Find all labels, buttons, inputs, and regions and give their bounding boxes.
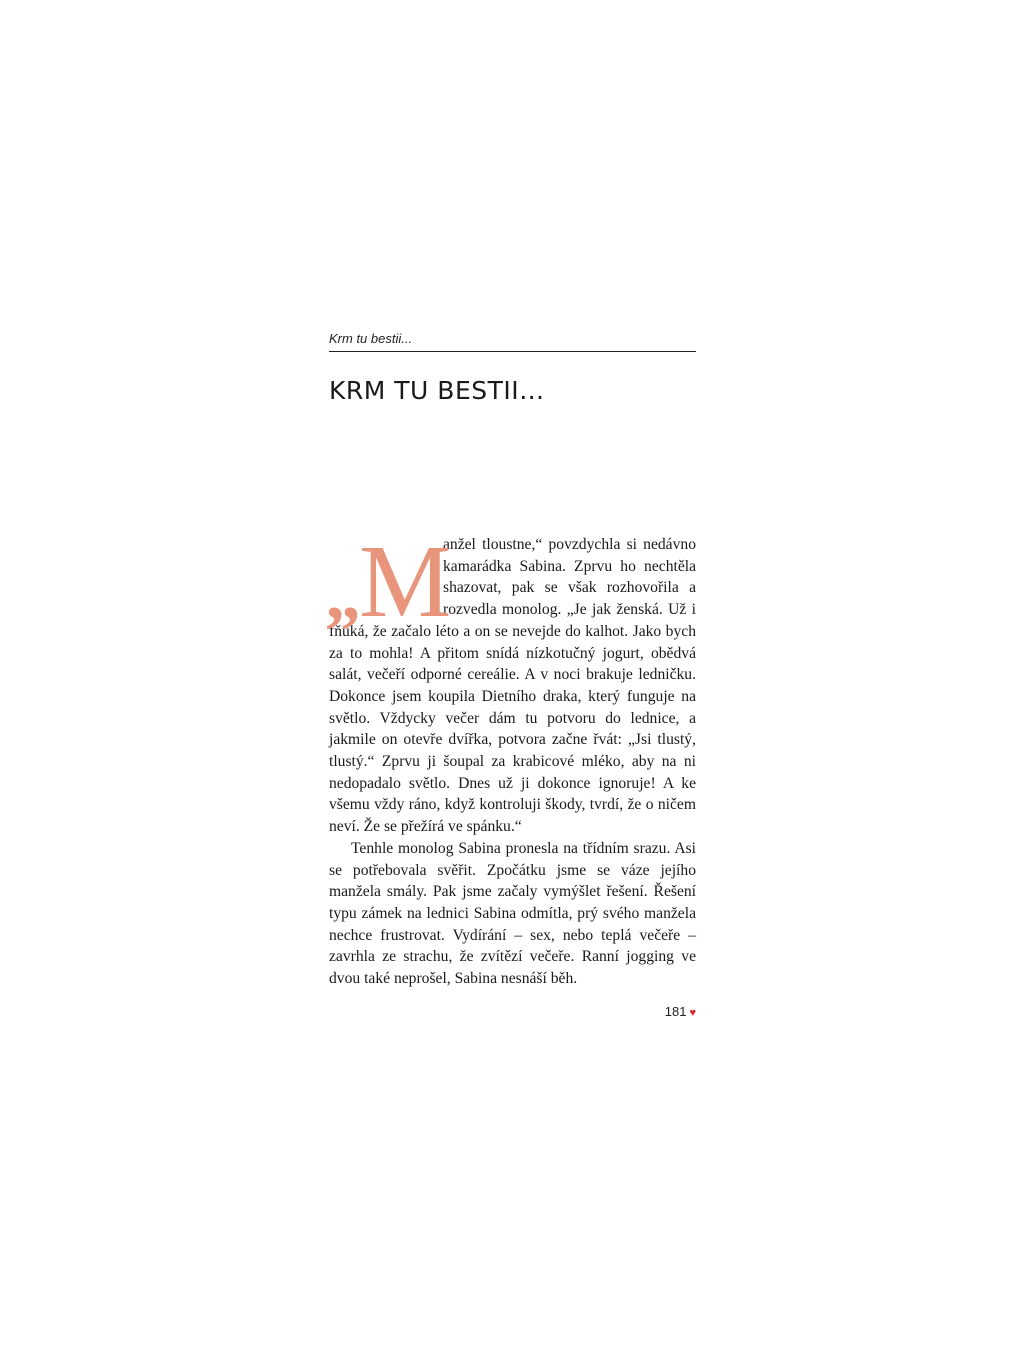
paragraph-2: Tenhle monolog Sabina pronesla na třídním srazu. Asi se potřebovala svěřit. Zpočátku jsme se váze jejího manžela smály. Pak jsme začaly vymýšlet řešení. Řešení typu zámek na lednici Sabina odmítla, prý svého manžela nechce frustrovat. Vydírání – sex, nebo teplá večeře – zavrhla ze strachu, že zvítězí večeře. Ranní jogging ve dvou také neprošel, Sabina nesnáší běh. [329,839,696,988]
drop-cap [325,524,452,639]
paragraph-1-text: anžel tloustne,“ povzdychla si nedávno kamarádka Sabina. Zprvu ho nechtěla shazovat, pak se však rozhovořila a rozvedla monolog. „Je jak ženská. Už i fňuká, že začalo léto a on se nevejde do kalhot. Jako bych za to mohla! A přitom snídá nízkotučný jogurt, obědvá salát, večeří odporné cereálie. A v noci brakuje ledničku. Dokonce jsem koupila Dietního draka, který funguje na světlo. Vždycky večer dám tu potvoru do lednice, a jakmile on otevře dvířka, potvora začne řvát: „Jsi tlustý, tlustý.“ Zprvu ji šoupal za krabicové mléko, aby na ni nedopadalo světlo. Dnes už ji dokonce ignoruje! A ke všemu vždy ráno, když kontroluji škody, tvrdí, že o ničem neví. Že se přežírá ve spánku.“ [329,536,696,836]
body-text [325,524,696,990]
drop-cap-quote: „ [325,554,361,634]
chapter-title: KRM TU BESTII… [329,376,545,405]
drop-cap-letter: M [359,524,452,639]
page-number: 181 [664,1003,687,1019]
heart-icon: ♥ [689,1006,696,1019]
paragraph-1 [325,524,696,838]
book-page [325,330,696,1019]
running-header: Krm tu bestii... [329,330,696,352]
folio [329,1004,696,1019]
